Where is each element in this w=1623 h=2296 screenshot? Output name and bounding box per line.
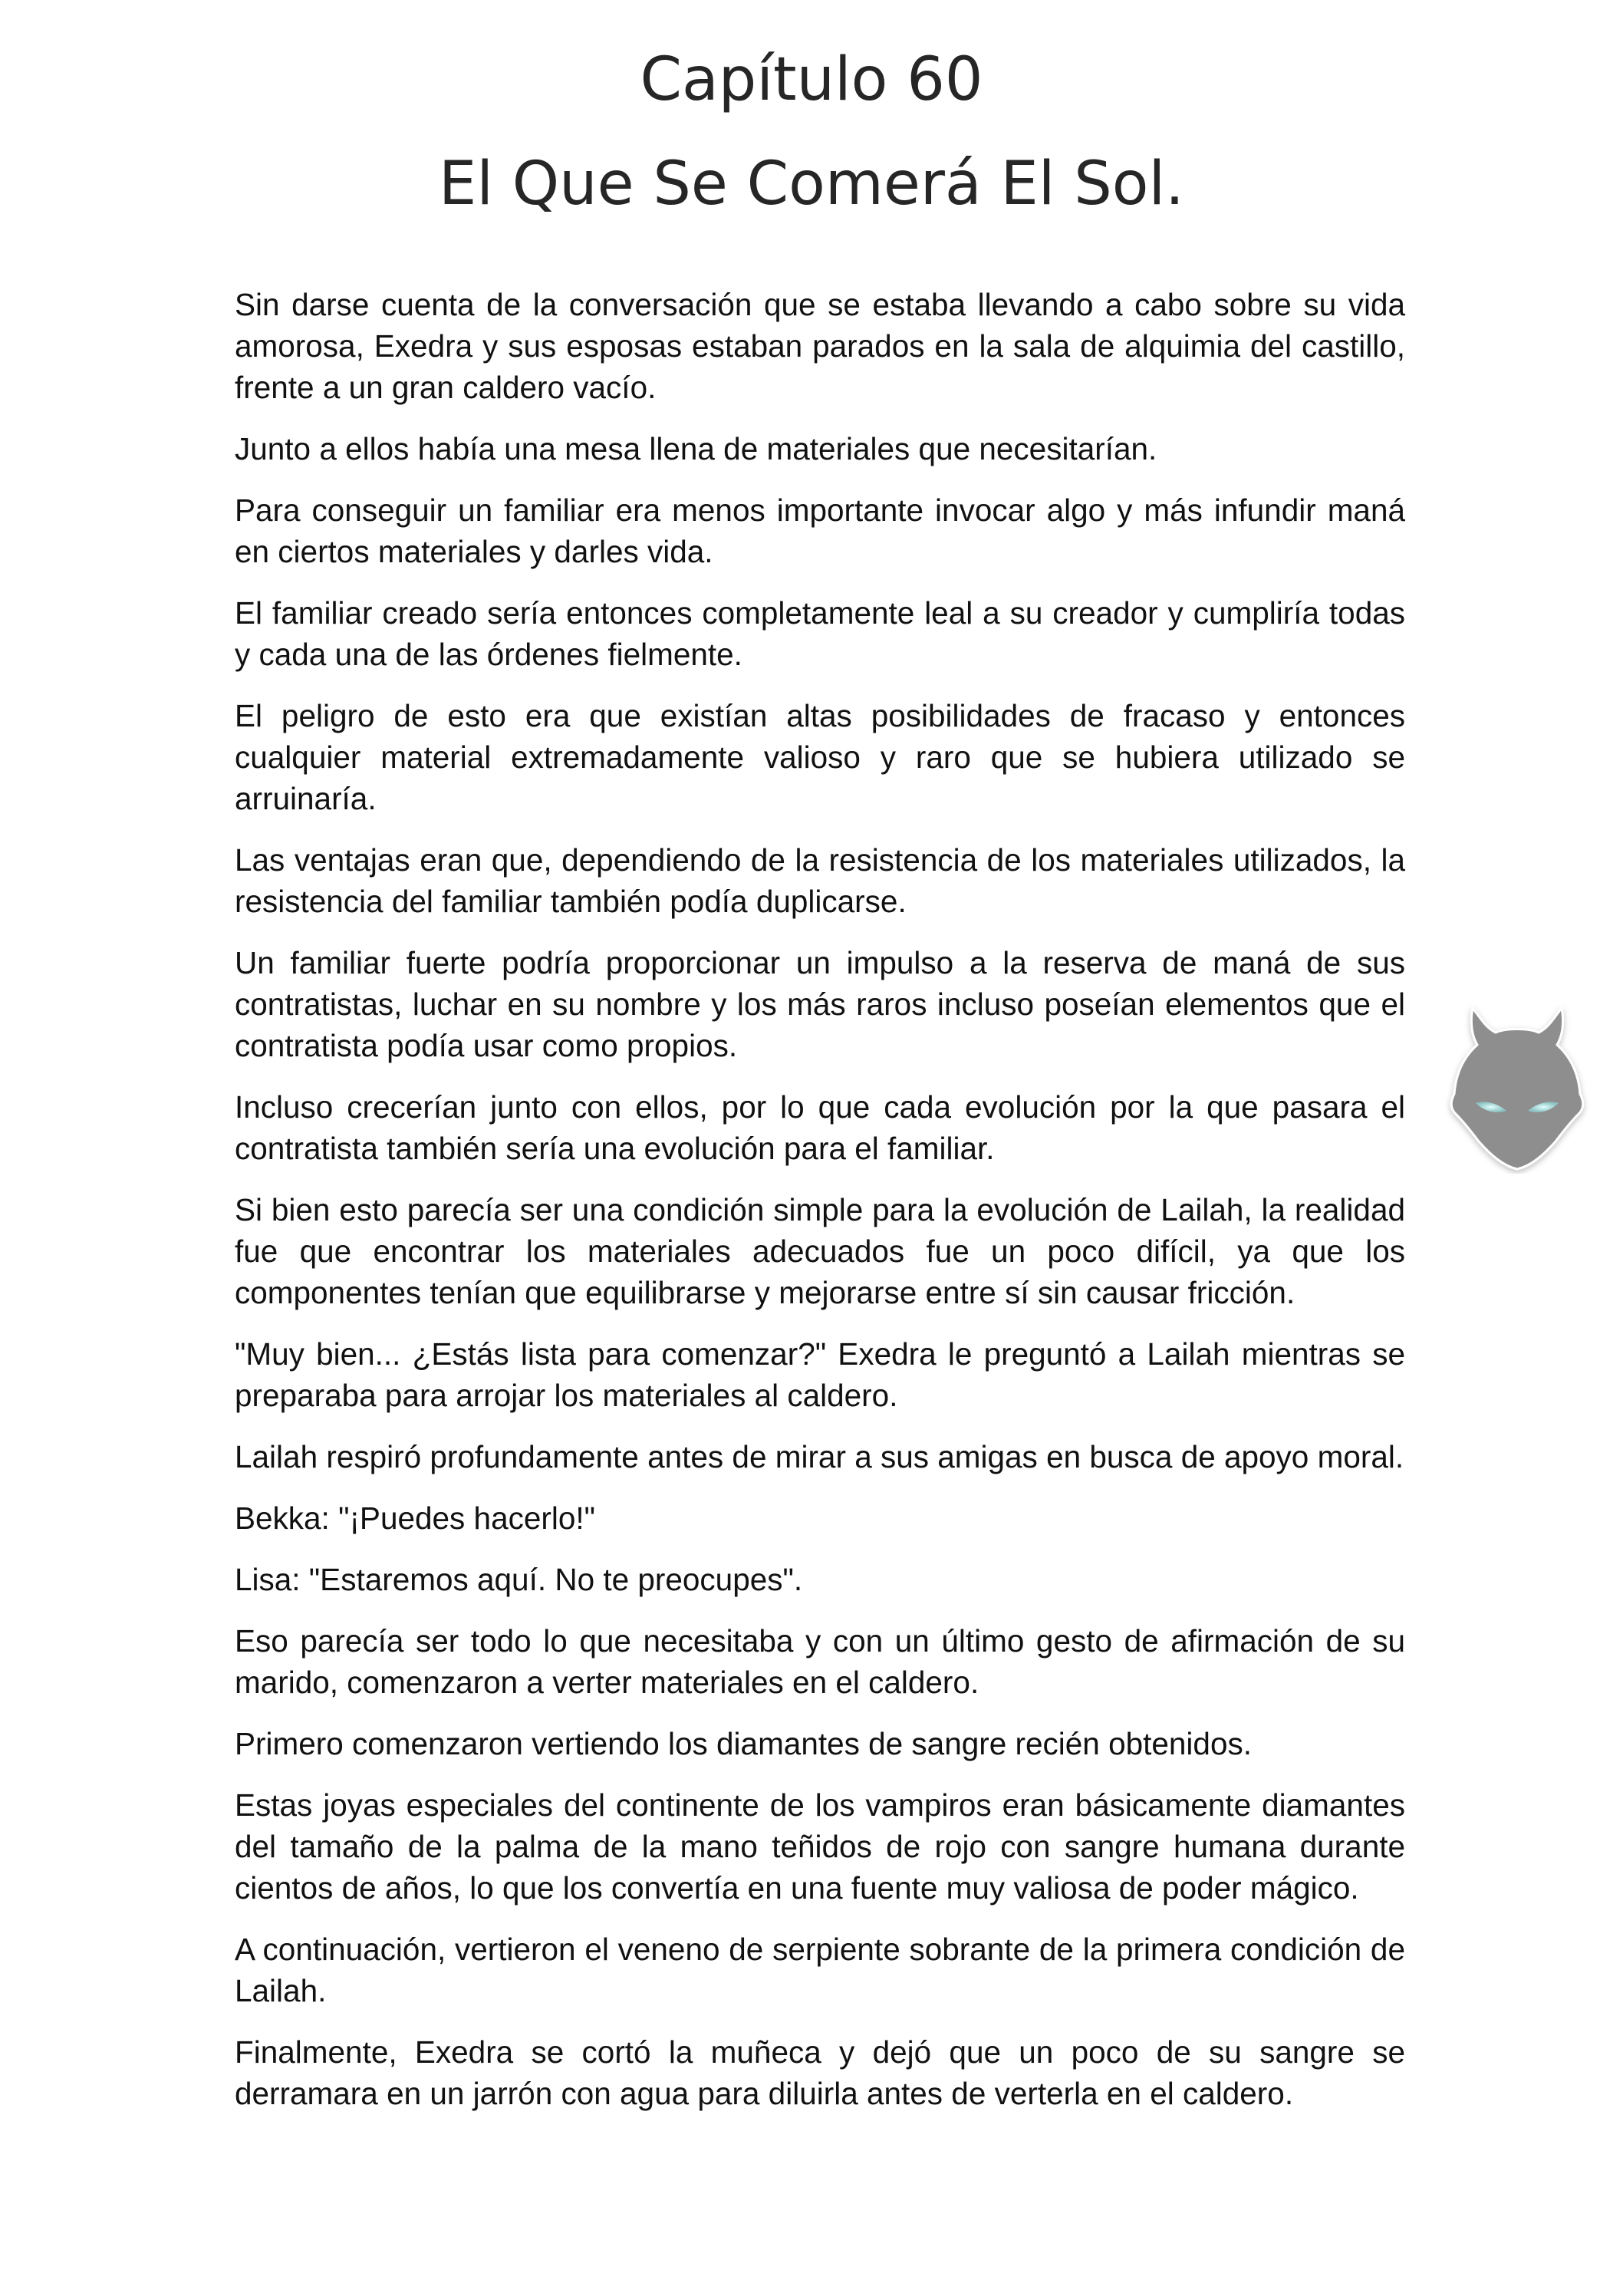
demon-head-icon bbox=[1442, 997, 1592, 1174]
chapter-body bbox=[235, 284, 1405, 2134]
paragraph: "Muy bien... ¿Estás lista para comenzar?" Exedra le preguntó a Lailah mientras se preparaba para arrojar los materiales al caldero. bbox=[235, 1336, 1405, 1413]
paragraph: El peligro de esto era que existían altas posibilidades de fracaso y entonces cualquier material extremadamente valioso y raro que se hubiera utilizado se arruinaría. bbox=[235, 698, 1405, 816]
paragraph: Junto a ellos había una mesa llena de materiales que necesitarían. bbox=[235, 431, 1157, 466]
paragraph: Lailah respiró profundamente antes de mirar a sus amigas en busca de apoyo moral. bbox=[235, 1439, 1404, 1474]
chapter-title: El Que Se Comerá El Sol. bbox=[439, 150, 1184, 219]
chapter-number: Capítulo 60 bbox=[640, 45, 983, 114]
paragraph: Incluso crecerían junto con ellos, por lo que cada evolución por la que pasara el contratista también sería una evolución para el familiar. bbox=[235, 1089, 1405, 1166]
paragraph: A continuación, vertieron el veneno de serpiente sobrante de la primera condición de Lailah. bbox=[235, 1932, 1405, 2008]
paragraph: Sin darse cuenta de la conversación que se estaba llevando a cabo sobre su vida amorosa, Exedra y sus esposas estaban parados en la sala de alquimia del castillo, frente a un gran caldero vacío. bbox=[235, 287, 1405, 405]
chapter-heading bbox=[0, 40, 1623, 224]
paragraph: Eso parecía ser todo lo que necesitaba y con un último gesto de afirmación de su marido, comenzaron a verter materiales en el caldero. bbox=[235, 1623, 1405, 1700]
paragraph: Si bien esto parecía ser una condición simple para la evolución de Lailah, la realidad fue que encontrar los materiales adecuados fue un poco difícil, ya que los componentes tenían que equilibrarse y mejorarse entre sí sin causar fricción. bbox=[235, 1192, 1405, 1310]
paragraph: Finalmente, Exedra se cortó la muñeca y dejó que un poco de su sangre se derramara en un jarrón con agua para diluirla antes de verterla en el caldero. bbox=[235, 2034, 1405, 2111]
paragraph: Bekka: "¡Puedes hacerlo!" bbox=[235, 1500, 596, 1536]
paragraph: El familiar creado sería entonces completamente leal a su creador y cumpliría todas y cada una de las órdenes fielmente. bbox=[235, 595, 1405, 672]
demon-head-shape bbox=[1451, 1008, 1583, 1169]
paragraph: Estas joyas especiales del continente de los vampiros eran básicamente diamantes del tamaño de la palma de la mano teñidos de rojo con sangre humana durante cientos de años, lo que los convertía en una fuente muy valiosa de poder mágico. bbox=[235, 1787, 1405, 1906]
paragraph: Primero comenzaron vertiendo los diamantes de sangre recién obtenidos. bbox=[235, 1726, 1252, 1761]
paragraph: Para conseguir un familiar era menos importante invocar algo y más infundir maná en ciertos materiales y darles vida. bbox=[235, 492, 1405, 569]
paragraph: Las ventajas eran que, dependiendo de la resistencia de los materiales utilizados, la resistencia del familiar también podía duplicarse. bbox=[235, 842, 1405, 919]
paragraph: Lisa: "Estaremos aquí. No te preocupes". bbox=[235, 1562, 803, 1597]
paragraph: Un familiar fuerte podría proporcionar un impulso a la reserva de maná de sus contratistas, luchar en su nombre y los más raros incluso poseían elementos que el contratista podía usar como propios. bbox=[235, 945, 1405, 1063]
